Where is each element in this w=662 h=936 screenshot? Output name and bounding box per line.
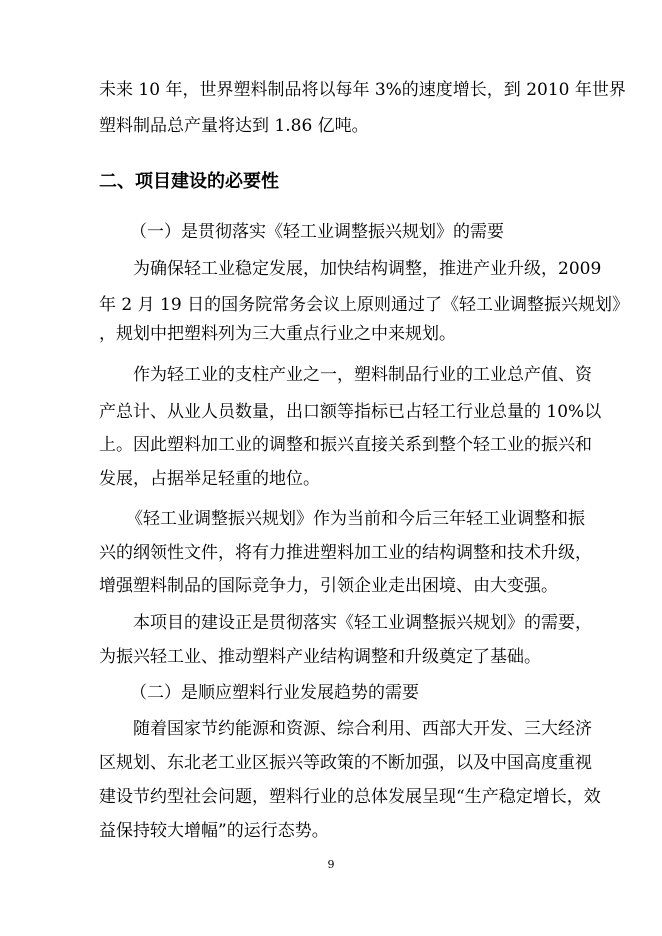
paragraph-line: 塑料制品总产量将达到 1.86 亿吨。	[99, 116, 369, 136]
paragraph-line: 增强塑料制品的国际竞争力，引领企业走出困境、由大变强。	[99, 576, 558, 596]
paragraph-line: 益保持较大增幅”的运行态势。	[99, 821, 329, 841]
paragraph-line: 本项目的建设正是贯彻落实《轻工业调整振兴规划》的需要，	[133, 613, 592, 633]
paragraph-line: 上。因此塑料加工业的调整和振兴直接关系到整个轻工业的振兴和	[99, 435, 592, 455]
page-number: 9	[327, 858, 335, 871]
section-heading: 二、项目建设的必要性	[99, 171, 279, 192]
paragraph-line: 发展，占据举足轻重的地位。	[99, 469, 320, 489]
paragraph-line: 未来 10 年，世界塑料制品将以每年 3%的速度增长，到 2010 年世界	[99, 80, 626, 100]
paragraph-line: 为确保轻工业稳定发展，加快结构调整，推进产业升级，2009	[133, 259, 602, 279]
paragraph-line: 区规划、东北老工业区振兴等政策的不断加强，以及中国高度重视	[99, 753, 592, 773]
paragraph-line: 建设节约型社会问题，塑料行业的总体发展呈现“生产稳定增长，效	[99, 787, 601, 807]
subsection-heading: （一）是贯彻落实《轻工业调整振兴规划》的需要	[130, 222, 504, 242]
paragraph-line: ，规划中把塑料列为三大重点行业之中来规划。	[99, 324, 456, 344]
paragraph-line: 为振兴轻工业、推动塑料产业结构调整和升级奠定了基础。	[99, 647, 541, 667]
paragraph-line: 作为轻工业的支柱产业之一，塑料制品行业的工业总产值、资	[133, 365, 592, 385]
paragraph-line: 随着国家节约能源和资源、综合利用、西部大开发、三大经济	[133, 719, 592, 739]
paragraph-line: 产总计、从业人员数量，出口额等指标已占轻工行业总量的 10%以	[99, 402, 602, 422]
paragraph-line: 《轻工业调整振兴规划》作为当前和今后三年轻工业调整和振	[126, 509, 585, 529]
subsection-heading: （二）是顺应塑料行业发展趋势的需要	[130, 683, 419, 703]
paragraph-line: 兴的纲领性文件，将有力推进塑料加工业的结构调整和技术升级，	[99, 543, 592, 563]
paragraph-line: 年 2 月 19 日的国务院常务会议上原则通过了《轻工业调整振兴规划》	[99, 295, 630, 315]
